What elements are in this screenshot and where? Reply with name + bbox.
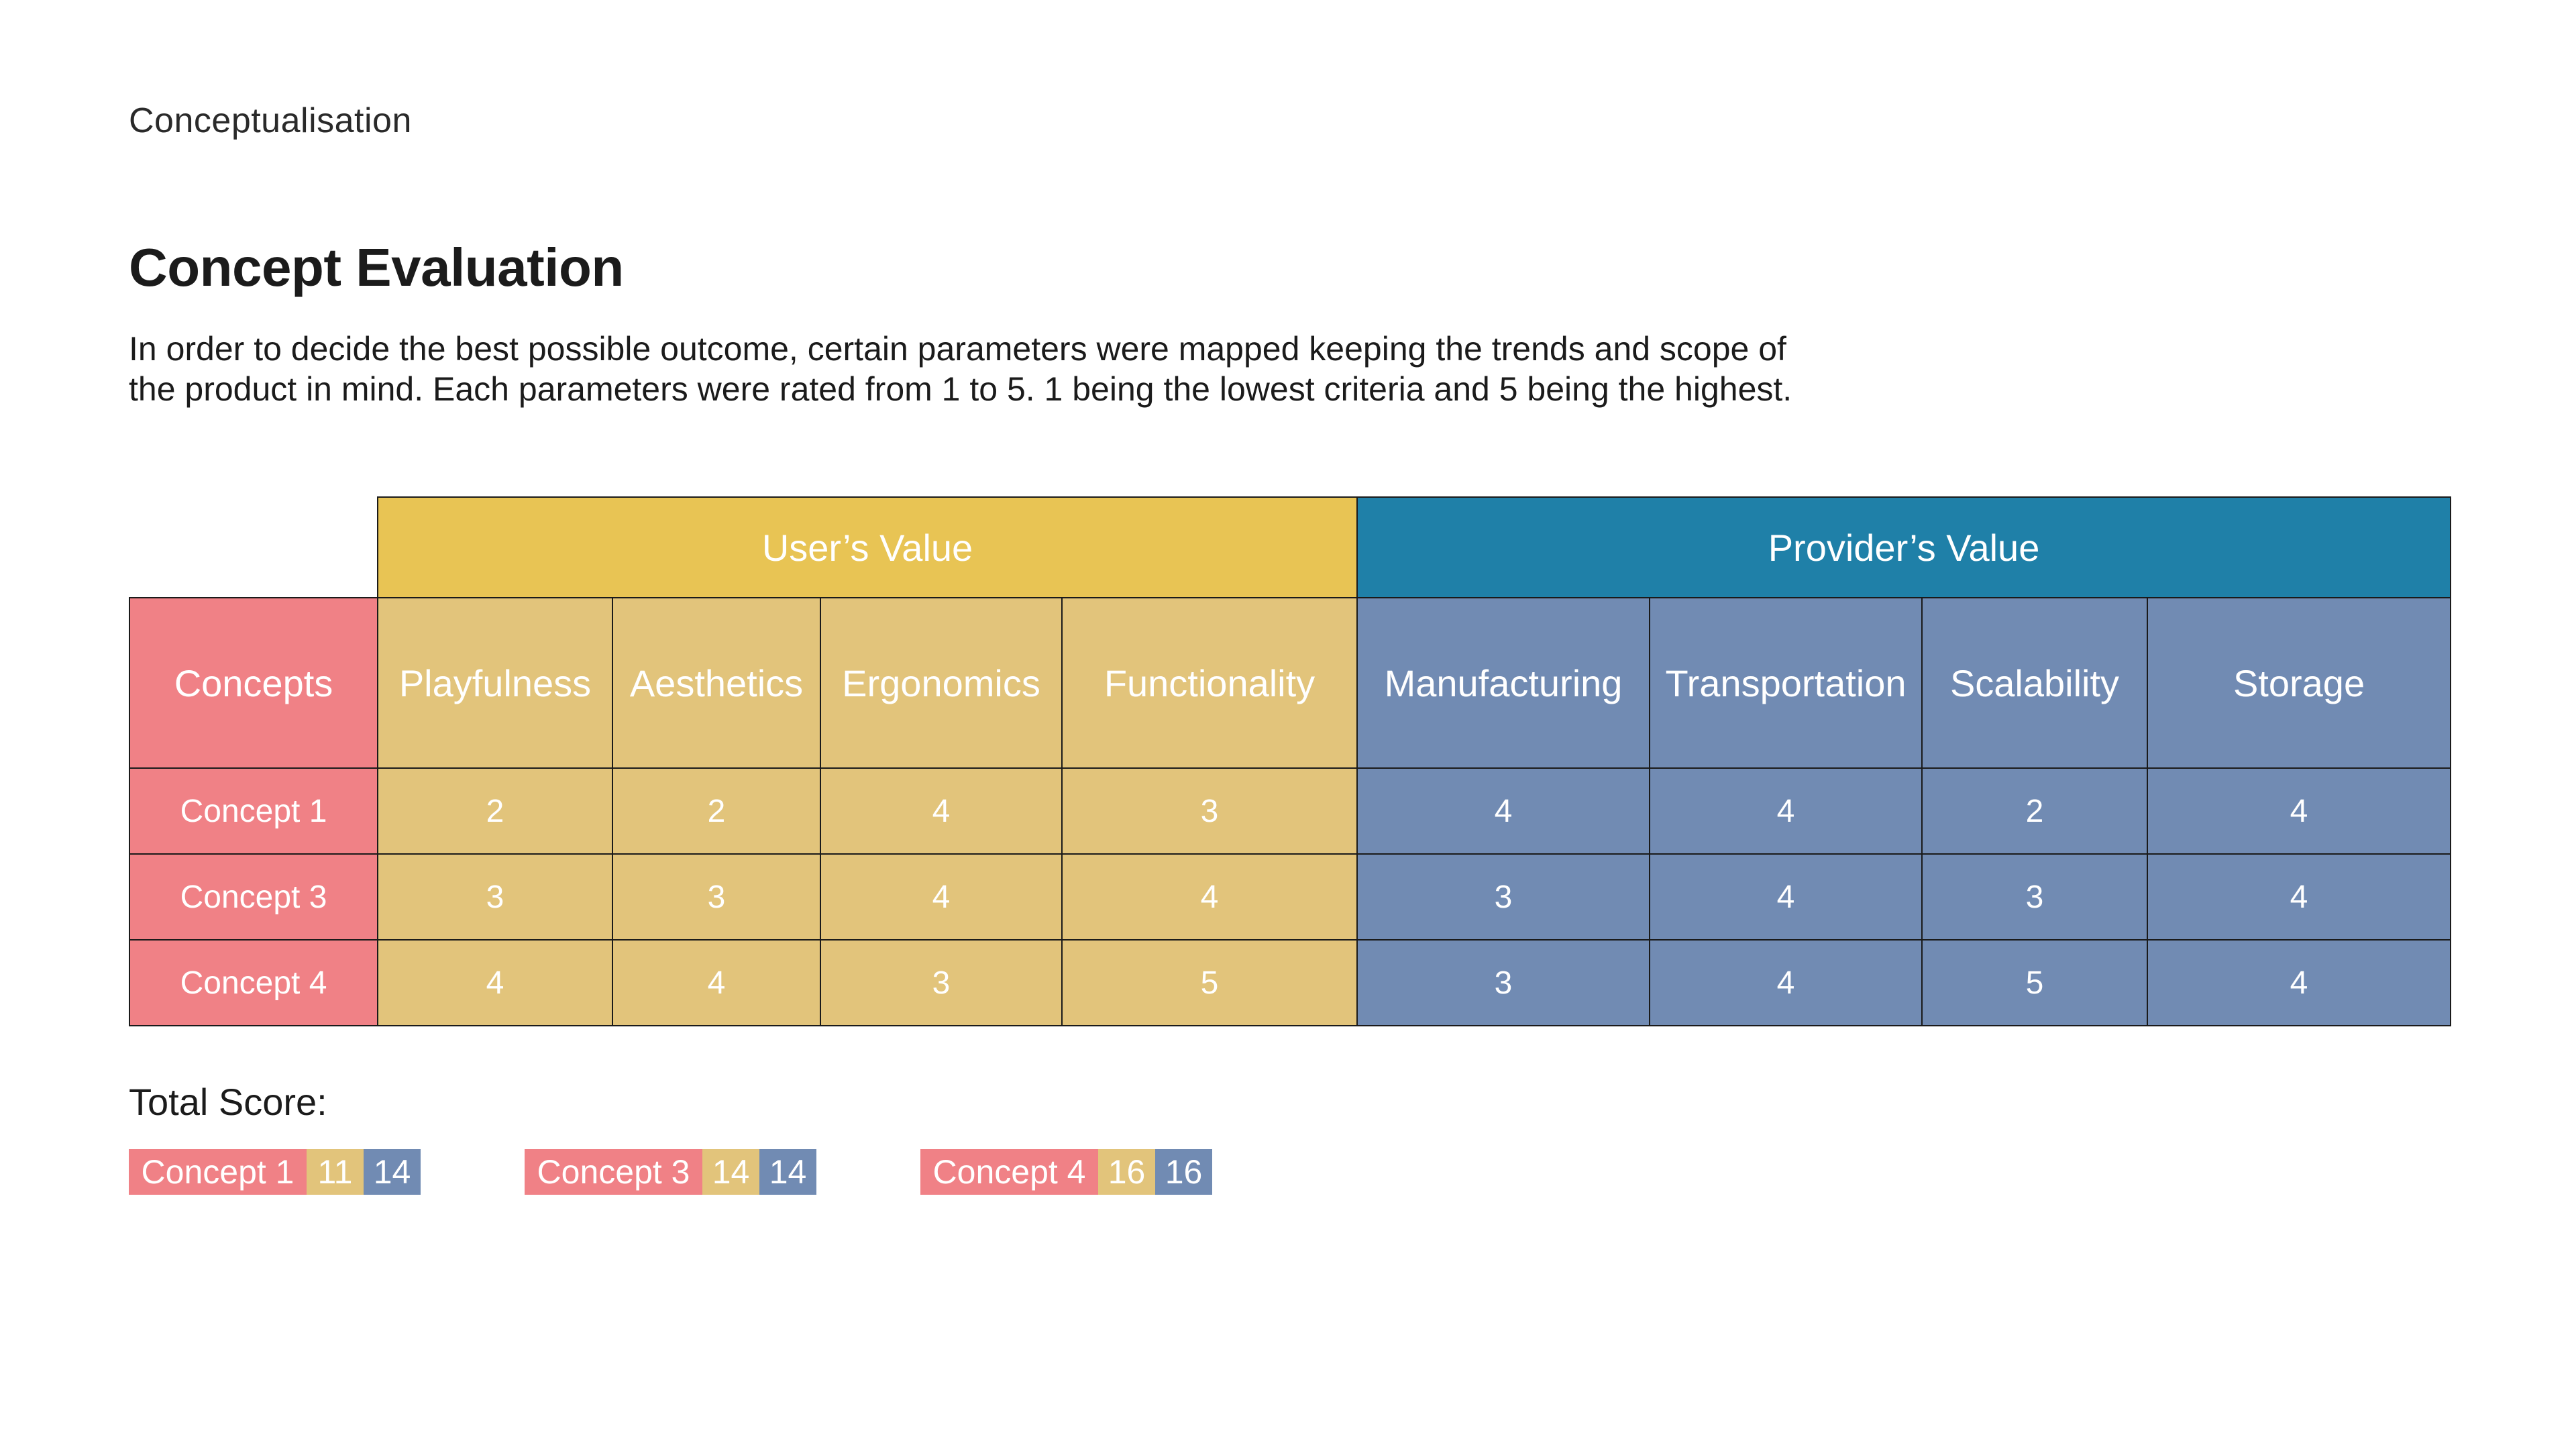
group-header-user-value: User’s Value	[378, 497, 1357, 598]
table-corner	[129, 497, 378, 598]
param-header-scalability: Scalability	[1922, 598, 2147, 768]
param-header-aesthetics: Aesthetics	[612, 598, 820, 768]
score-cell: 3	[1922, 854, 2147, 940]
page-title: Concept Evaluation	[129, 237, 624, 297]
score-cell: 4	[2147, 940, 2451, 1026]
score-cell: 4	[820, 768, 1062, 854]
group-header-row	[129, 497, 2451, 598]
score-cell: 4	[1650, 768, 1922, 854]
total-chip-user-score: 16	[1098, 1149, 1155, 1195]
score-cell: 4	[2147, 768, 2451, 854]
total-chip-concept-1	[129, 1149, 421, 1195]
score-cell: 5	[1062, 940, 1357, 1026]
total-score-label: Total Score:	[129, 1081, 327, 1123]
score-cell: 4	[612, 940, 820, 1026]
param-header-storage: Storage	[2147, 598, 2451, 768]
score-cell: 2	[1922, 768, 2147, 854]
table-row	[129, 768, 2451, 854]
score-cell: 4	[1650, 854, 1922, 940]
param-header-ergonomics: Ergonomics	[820, 598, 1062, 768]
total-chip-provider-score: 16	[1155, 1149, 1212, 1195]
score-cell: 3	[1062, 768, 1357, 854]
total-chip-user-score: 11	[307, 1149, 364, 1195]
score-cell: 3	[1357, 854, 1650, 940]
total-chip-provider-score: 14	[759, 1149, 816, 1195]
score-cell: 3	[1357, 940, 1650, 1026]
concepts-header: Concepts	[129, 598, 378, 768]
score-cell: 4	[1357, 768, 1650, 854]
total-chip-name: Concept 3	[525, 1149, 702, 1195]
total-chip-name: Concept 1	[129, 1149, 307, 1195]
score-cell: 3	[820, 940, 1062, 1026]
score-cell: 4	[820, 854, 1062, 940]
score-cell: 5	[1922, 940, 2147, 1026]
score-cell: 3	[612, 854, 820, 940]
total-chip-user-score: 14	[702, 1149, 759, 1195]
param-header-playfulness: Playfulness	[378, 598, 612, 768]
score-cell: 4	[378, 940, 612, 1026]
group-header-provider-value: Provider’s Value	[1357, 497, 2451, 598]
total-chip-concept-4	[920, 1149, 1212, 1195]
total-chip-name: Concept 4	[920, 1149, 1098, 1195]
total-chip-provider-score: 14	[364, 1149, 421, 1195]
evaluation-table	[129, 496, 2450, 1025]
intro-line-1: In order to decide the best possible outcome, certain parameters were mapped keeping the trends and scope of	[129, 330, 1786, 368]
param-header-transportation: Transportation	[1650, 598, 1922, 768]
param-header-functionality: Functionality	[1062, 598, 1357, 768]
param-header-manufacturing: Manufacturing	[1357, 598, 1650, 768]
total-chip-concept-3	[525, 1149, 816, 1195]
concept-name-cell: Concept 1	[129, 768, 378, 854]
score-cell: 2	[378, 768, 612, 854]
table-row	[129, 940, 2451, 1026]
intro-line-2: the product in mind. Each parameters were rated from 1 to 5. 1 being the lowest criteria and 5 being the highest.	[129, 370, 1792, 408]
parameter-header-row	[129, 598, 2451, 768]
table-row	[129, 854, 2451, 940]
score-cell: 2	[612, 768, 820, 854]
concept-name-cell: Concept 3	[129, 854, 378, 940]
score-cell: 4	[1650, 940, 1922, 1026]
section-label: Conceptualisation	[129, 101, 412, 140]
intro-paragraph	[129, 329, 1873, 409]
score-cell: 4	[1062, 854, 1357, 940]
score-cell: 3	[378, 854, 612, 940]
score-cell: 4	[2147, 854, 2451, 940]
concept-name-cell: Concept 4	[129, 940, 378, 1026]
